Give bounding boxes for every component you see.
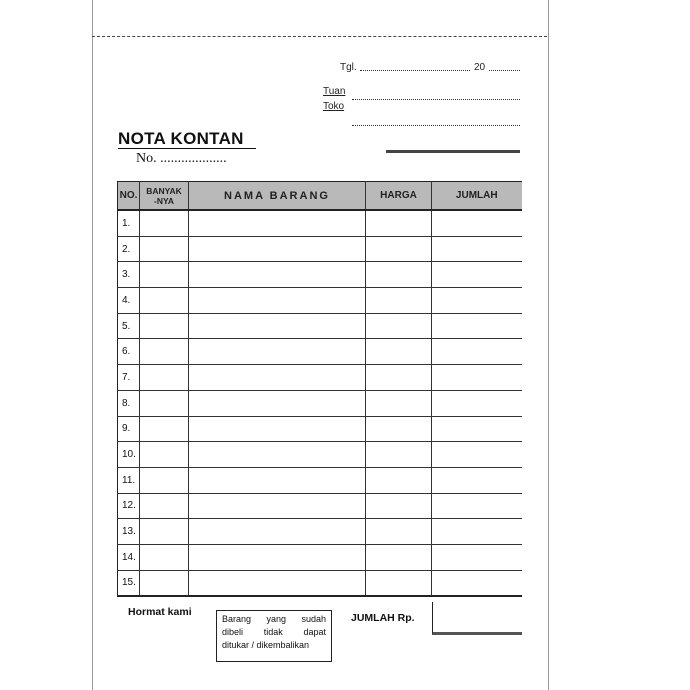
amount-cell[interactable] [432, 493, 522, 519]
qty-cell[interactable] [140, 390, 189, 416]
table-row [118, 210, 522, 236]
qty-cell[interactable] [140, 339, 189, 365]
year-field[interactable] [489, 70, 520, 71]
row-number: 11. [118, 467, 140, 493]
row-number: 5. [118, 313, 140, 339]
row-number: 15. [118, 570, 140, 596]
row-number: 8. [118, 390, 140, 416]
item-name-cell[interactable] [189, 416, 366, 442]
col-qty-header-text: BANYAK -NYA [146, 185, 182, 206]
note-line: dibeli tidak dapat [222, 627, 326, 637]
table-row [118, 570, 522, 596]
row-number: 13. [118, 519, 140, 545]
item-name-cell[interactable] [189, 262, 366, 288]
price-cell[interactable] [366, 236, 432, 262]
note-line: ditukar / dikembalikan [222, 640, 310, 650]
tuan-label: Tuan [323, 86, 346, 97]
date-label: Tgl. [340, 62, 357, 73]
table-row [118, 416, 522, 442]
qty-cell[interactable] [140, 570, 189, 596]
table-row [118, 467, 522, 493]
form-title: NOTA KONTAN [118, 129, 244, 148]
price-cell[interactable] [366, 365, 432, 391]
row-number: 6. [118, 339, 140, 365]
item-name-cell[interactable] [189, 339, 366, 365]
items-table [117, 181, 522, 597]
row-number: 9. [118, 416, 140, 442]
signature-label: Hormat kami [128, 606, 192, 618]
table-row [118, 365, 522, 391]
note-line: Barang yang sudah [222, 614, 326, 624]
amount-cell[interactable] [432, 467, 522, 493]
amount-cell[interactable] [432, 365, 522, 391]
return-policy-note [216, 610, 332, 662]
qty-cell[interactable] [140, 288, 189, 314]
price-cell[interactable] [366, 570, 432, 596]
row-number: 3. [118, 262, 140, 288]
qty-cell[interactable] [140, 210, 189, 236]
perforation-line [92, 36, 547, 37]
col-no-header: NO. [118, 182, 140, 211]
amount-cell[interactable] [432, 236, 522, 262]
table-row [118, 313, 522, 339]
qty-cell[interactable] [140, 442, 189, 468]
item-name-cell[interactable] [189, 519, 366, 545]
item-name-cell[interactable] [189, 570, 366, 596]
item-name-cell[interactable] [189, 390, 366, 416]
row-number: 12. [118, 493, 140, 519]
price-cell[interactable] [366, 467, 432, 493]
qty-cell[interactable] [140, 313, 189, 339]
table-row [118, 339, 522, 365]
qty-cell[interactable] [140, 519, 189, 545]
price-cell[interactable] [366, 442, 432, 468]
amount-cell[interactable] [432, 313, 522, 339]
title-underline [118, 148, 256, 149]
table-row [118, 288, 522, 314]
price-cell[interactable] [366, 262, 432, 288]
row-number: 7. [118, 365, 140, 391]
table-row [118, 519, 522, 545]
amount-cell[interactable] [432, 262, 522, 288]
item-name-cell[interactable] [189, 442, 366, 468]
table-row [118, 493, 522, 519]
total-field[interactable] [432, 602, 522, 635]
amount-cell[interactable] [432, 288, 522, 314]
table-row [118, 544, 522, 570]
qty-cell[interactable] [140, 416, 189, 442]
price-cell[interactable] [366, 313, 432, 339]
amount-cell[interactable] [432, 416, 522, 442]
amount-cell[interactable] [432, 442, 522, 468]
qty-cell[interactable] [140, 544, 189, 570]
row-number: 10. [118, 442, 140, 468]
item-name-cell[interactable] [189, 493, 366, 519]
table-row [118, 442, 522, 468]
qty-cell[interactable] [140, 365, 189, 391]
price-cell[interactable] [366, 416, 432, 442]
price-cell[interactable] [366, 519, 432, 545]
price-cell[interactable] [366, 493, 432, 519]
price-cell[interactable] [366, 544, 432, 570]
price-cell[interactable] [366, 339, 432, 365]
table-row [118, 236, 522, 262]
price-cell[interactable] [366, 288, 432, 314]
row-number: 2. [118, 236, 140, 262]
row-number: 14. [118, 544, 140, 570]
amount-cell[interactable] [432, 544, 522, 570]
table-header-row [118, 182, 522, 211]
item-name-cell[interactable] [189, 544, 366, 570]
year-prefix: 20 [474, 62, 486, 73]
col-name-header: NAMA BARANG [189, 182, 366, 211]
qty-cell[interactable] [140, 236, 189, 262]
item-name-cell[interactable] [189, 236, 366, 262]
item-name-cell[interactable] [189, 210, 366, 236]
header-bar [386, 150, 520, 153]
total-label: JUMLAH Rp. [351, 612, 415, 624]
price-cell[interactable] [366, 210, 432, 236]
qty-cell[interactable] [140, 467, 189, 493]
qty-cell[interactable] [140, 493, 189, 519]
amount-cell[interactable] [432, 210, 522, 236]
toko-label: Toko [323, 101, 345, 112]
date-field[interactable] [360, 70, 470, 71]
item-name-cell[interactable] [189, 288, 366, 314]
tuan-field[interactable] [352, 99, 520, 100]
item-name-cell[interactable] [189, 467, 366, 493]
price-cell[interactable] [366, 390, 432, 416]
col-qty-header [140, 182, 189, 211]
amount-cell[interactable] [432, 390, 522, 416]
col-price-header: HARGA [366, 182, 432, 211]
row-number: 1. [118, 210, 140, 236]
number-label: No. ................... [136, 151, 227, 166]
amount-cell[interactable] [432, 570, 522, 596]
row-number: 4. [118, 288, 140, 314]
table-row [118, 390, 522, 416]
item-name-cell[interactable] [189, 313, 366, 339]
toko-field[interactable] [352, 125, 520, 126]
amount-cell[interactable] [432, 519, 522, 545]
item-name-cell[interactable] [189, 365, 366, 391]
amount-cell[interactable] [432, 339, 522, 365]
qty-cell[interactable] [140, 262, 189, 288]
col-amount-header: JUMLAH [432, 182, 522, 211]
table-row [118, 262, 522, 288]
